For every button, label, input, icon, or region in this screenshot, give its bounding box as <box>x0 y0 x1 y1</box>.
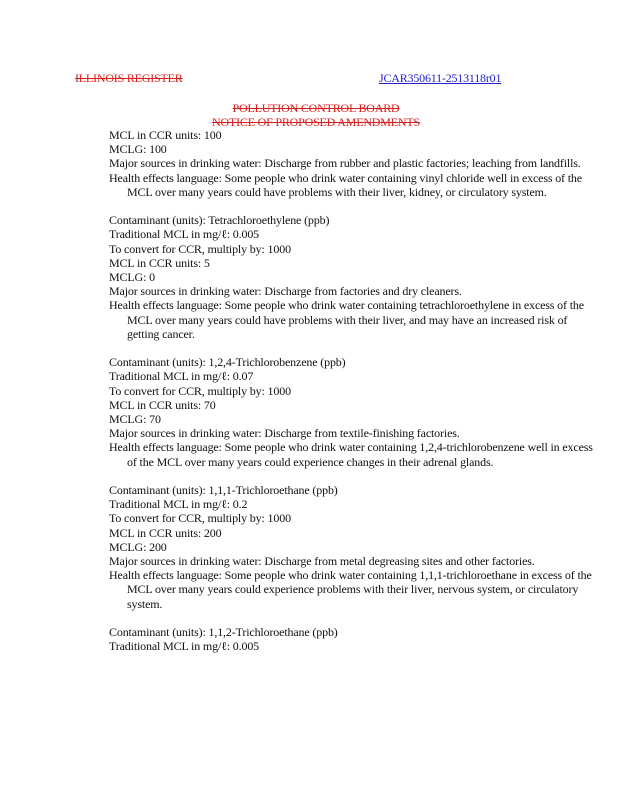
text-line: MCL in CCR units: 200 <box>109 525 222 540</box>
text-line: Major sources in drinking water: Discharge from metal degreasing sites and other factories. <box>109 554 535 569</box>
board-heading: POLLUTION CONTROL BOARD <box>232 101 400 115</box>
text-line: MCL in CCR units: 5 <box>109 255 210 270</box>
text-line: To convert for CCR, multiply by: 1000 <box>109 383 291 398</box>
text-line: MCLG: 70 <box>109 412 161 427</box>
paragraph-spacer <box>109 341 601 355</box>
document-id-link[interactable]: JCAR350611-2513118r01 <box>379 71 502 85</box>
register-title: ILLINOIS REGISTER <box>75 71 183 85</box>
notice-heading: NOTICE OF PROPOSED AMENDMENTS <box>212 115 420 129</box>
text-line: Contaminant (units): 1,2,4-Trichlorobenzene (ppb) <box>109 355 346 370</box>
text-line: MCLG: 100 <box>109 142 167 157</box>
text-line: Major sources in drinking water: Discharge from rubber and plastic factories; leaching from landfills. <box>109 156 581 171</box>
text-line: MCLG: 0 <box>109 270 155 285</box>
text-line: To convert for CCR, multiply by: 1000 <box>109 511 291 526</box>
text-line: Traditional MCL in mg/ℓ: 0.005 <box>109 227 260 242</box>
text-line: Contaminant (units): 1,1,2-Trichloroethane (ppb) <box>109 625 338 640</box>
text-line: MCL in CCR units: 100 <box>109 128 222 142</box>
text-line: MCLG: 200 <box>109 539 167 554</box>
paragraph-spacer <box>109 469 601 483</box>
text-line: Health effects language: Some people who drink water containing 1,1,1-trichloroethane in excess of the MCL over many years could experience problems with their liver, nervous system, or circulatory system. <box>109 568 592 611</box>
text-line: Contaminant (units): 1,1,1-Trichloroethane (ppb) <box>109 483 338 498</box>
paragraph-spacer <box>109 611 601 625</box>
text-line: Contaminant (units): Tetrachloroethylene (ppb) <box>109 213 330 228</box>
text-line: Major sources in drinking water: Discharge from textile-finishing factories. <box>109 426 460 441</box>
text-line: Traditional MCL in mg/ℓ: 0.07 <box>109 369 254 384</box>
text-line: To convert for CCR, multiply by: 1000 <box>109 241 291 256</box>
text-line: Health effects language: Some people who drink water containing 1,2,4-trichlorobenzene well in excess of the MCL over many years could experience changes in their adrenal glands. <box>109 440 593 469</box>
document-body <box>109 128 601 653</box>
text-line: Health effects language: Some people who drink water containing tetrachloroethylene in excess of the MCL over many years could have problems with their liver, and may have an increased risk of getting cancer. <box>109 298 584 341</box>
text-line: MCL in CCR units: 70 <box>109 397 216 412</box>
text-line: Traditional MCL in mg/ℓ: 0.005 <box>109 639 260 654</box>
text-line: Health effects language: Some people who drink water containing vinyl chloride well in excess of the MCL over many years could have problems with their liver, kidney, or circulatory system. <box>109 170 582 199</box>
paragraph-spacer <box>109 199 601 213</box>
text-line: Major sources in drinking water: Discharge from factories and dry cleaners. <box>109 284 462 299</box>
text-line: Traditional MCL in mg/ℓ: 0.2 <box>109 497 248 512</box>
